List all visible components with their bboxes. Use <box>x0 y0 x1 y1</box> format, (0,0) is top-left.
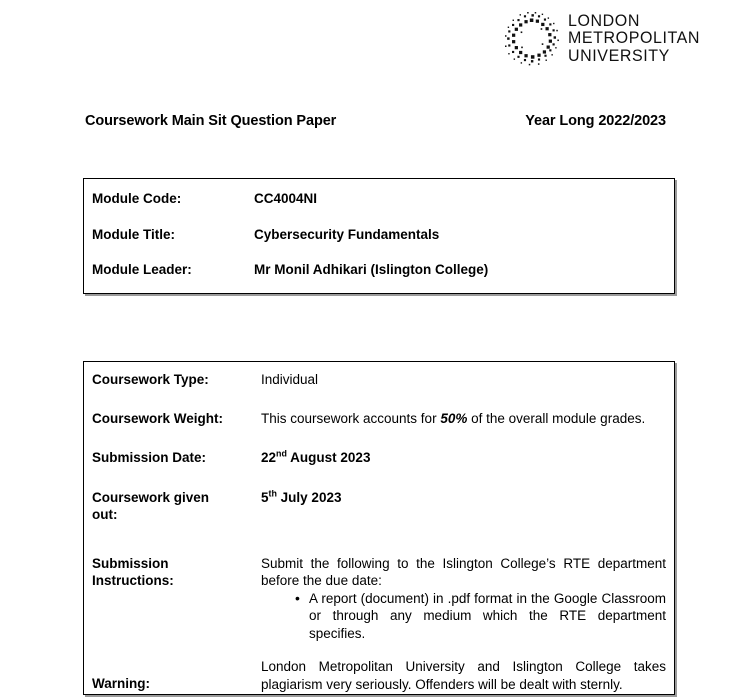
coursework-given-out-value <box>261 489 674 507</box>
table-row <box>84 449 674 467</box>
coursework-weight-label: Coursework Weight: <box>92 410 224 426</box>
given-out-suffix: th <box>268 488 277 499</box>
submission-date-label: Submission Date: <box>92 450 207 466</box>
table-row <box>84 190 674 208</box>
submission-instructions-value <box>261 555 674 643</box>
module-title-label: Module Title: <box>92 226 175 242</box>
coursework-type-value: Individual <box>261 372 319 387</box>
given-out-day: 5 <box>261 489 269 505</box>
list-item <box>261 590 666 643</box>
instructions-bullet-text: • A report (document) in .pdf format in the Google Classroom or through any medium which the RTE department specifies. <box>309 590 666 641</box>
logo-line-metropolitan: METROPOLITAN <box>568 29 701 48</box>
logo-line-london: LONDON <box>568 11 640 30</box>
coursework-details-table <box>83 361 675 695</box>
given-out-rest: July 2023 <box>276 489 342 505</box>
module-code-label: Module Code: <box>92 191 182 206</box>
weight-text-after: of the overall module grades. <box>467 410 646 426</box>
table-row <box>84 371 674 389</box>
university-logo-text <box>568 13 704 66</box>
module-leader-label: Module Leader: <box>92 262 192 278</box>
academic-year: Year Long 2022/2023 <box>525 113 666 129</box>
logo-line-university: UNIVERSITY <box>568 46 670 65</box>
warning-label: Warning: <box>92 676 150 692</box>
table-row <box>84 261 674 279</box>
london-met-dot-ring-icon <box>505 12 559 66</box>
table-row <box>84 226 674 244</box>
table-row <box>84 555 674 643</box>
submission-date-suffix: nd <box>276 448 287 459</box>
document-header <box>85 113 675 129</box>
instructions-label-line2: Instructions: <box>92 573 174 589</box>
instructions-bullet-list <box>261 590 666 643</box>
coursework-weight-value <box>261 410 674 428</box>
table-row <box>84 410 674 428</box>
submission-date-rest: August 2023 <box>286 450 371 466</box>
page-title: Coursework Main Sit Question Paper <box>85 113 337 129</box>
submission-date-value <box>261 449 674 467</box>
weight-percent: 50% <box>440 410 468 426</box>
instructions-label-line1: Submission <box>92 555 169 571</box>
coursework-type-label: Coursework Type: <box>92 372 209 387</box>
given-out-label-line1: Coursework given <box>92 489 210 505</box>
submission-instructions-label <box>84 555 261 590</box>
module-leader-value: Mr Monil Adhikari (Islington College) <box>254 262 489 278</box>
warning-value: London Metropolitan University and Islington College takes plagiarism very seriously. Offenders will be dealt with sternly. <box>261 659 666 693</box>
submission-date-day: 22 <box>261 450 277 466</box>
university-logo <box>505 12 704 66</box>
module-info-table <box>83 178 675 294</box>
coursework-given-out-label <box>84 489 261 524</box>
given-out-label-line2: out: <box>92 507 118 523</box>
module-code-value: CC4004NI <box>254 191 318 206</box>
weight-text-before: This coursework accounts for <box>261 410 441 426</box>
module-title-value: Cybersecurity Fundamentals <box>254 226 440 242</box>
instructions-intro: Submit the following to the Islington College’s RTE department before the due date: <box>261 555 666 589</box>
table-row <box>84 658 674 693</box>
table-row <box>84 489 674 524</box>
